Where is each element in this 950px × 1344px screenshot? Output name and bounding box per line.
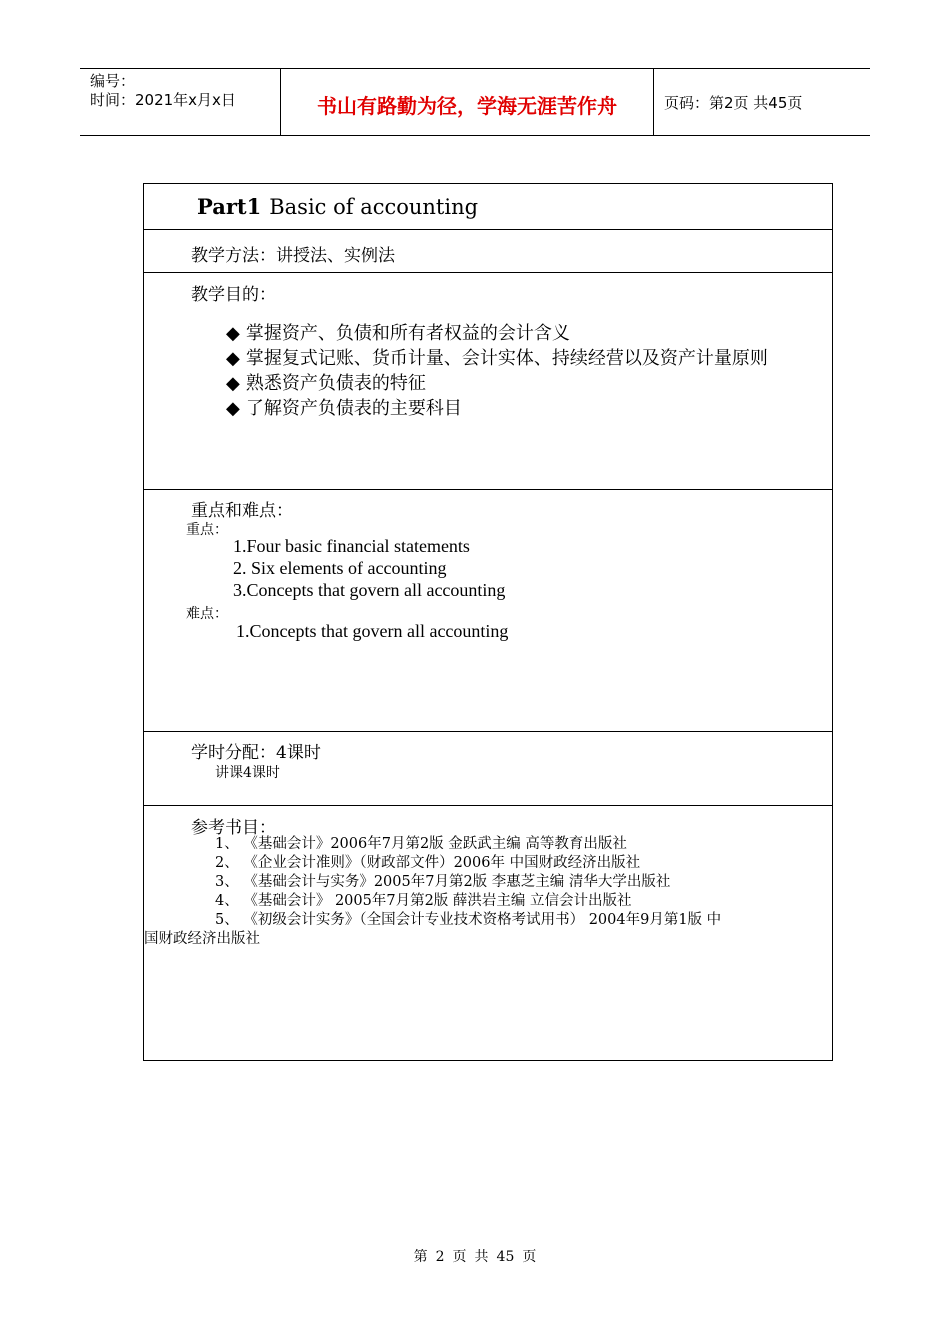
list-item [226, 371, 768, 396]
header-number-label: 编号： [90, 72, 136, 90]
page-header [80, 68, 870, 136]
list-item [226, 321, 768, 346]
part-number: Part1 [197, 194, 262, 219]
references-list [144, 835, 827, 949]
objective-text: 了解资产负债表的主要科目 [245, 398, 462, 419]
diamond-bullet-icon: ◆ [226, 373, 240, 394]
list-item: 3、 《基础会计与实务》2005年7月第2版 李惠芝主编 清华大学出版社 [215, 874, 671, 890]
list-item [144, 911, 827, 949]
key-item: 3.Concepts that govern all accounting [233, 580, 506, 600]
list-item: 4、 《基础会计》 2005年7月第2版 薛洪岩主编 立信会计出版社 [215, 893, 632, 909]
hours-row [144, 731, 832, 805]
hours-label: 学时分配：4课时 [191, 743, 321, 763]
objective-text: 掌握复式记账、货币计量、会计实体、持续经营以及资产计量原则 [245, 348, 768, 369]
header-date: 时间：2021年x月x日 [90, 91, 236, 109]
part-title [197, 194, 478, 219]
part-name: Basic of accounting [269, 195, 479, 219]
footer-ye2: 页 [522, 1249, 537, 1265]
objectives-row [144, 272, 832, 489]
list-item [226, 346, 768, 371]
header-motto: 书山有路勤为径，学海无涯苦作舟 [281, 69, 654, 135]
footer-page-number: 2 [435, 1249, 445, 1265]
objectives-label: 教学目的： [191, 285, 276, 305]
objective-text: 掌握资产、负债和所有者权益的会计含义 [245, 323, 570, 344]
header-meta [80, 69, 281, 135]
diamond-bullet-icon: ◆ [226, 323, 240, 344]
footer-ye: 页 [452, 1249, 467, 1265]
lesson-plan-table [143, 183, 833, 1061]
page-footer [0, 1246, 950, 1266]
header-page-info: 页码：第2页 共45页 [664, 93, 803, 112]
footer-total-pages: 45 [496, 1249, 515, 1265]
references-label: 参考书目： [191, 818, 276, 838]
teaching-method: 教学方法：讲授法、实例法 [191, 246, 395, 266]
difficult-item: 1.Concepts that govern all accounting [236, 621, 509, 641]
list-item [226, 396, 768, 421]
objectives-list [226, 321, 768, 421]
diamond-bullet-icon: ◆ [226, 398, 240, 419]
key-points-row [144, 489, 832, 731]
objective-text: 熟悉资产负债表的特征 [245, 373, 426, 394]
part-title-row [144, 184, 832, 229]
references-row [144, 805, 832, 1060]
teaching-method-row [144, 229, 832, 272]
list-item: 1、 《基础会计》2006年7月第2版 金跃武主编 高等教育出版社 [215, 836, 627, 852]
reference-5-line2: 国财政经济出版社 [144, 931, 260, 947]
list-item: 2、 《企业会计准则》（财政部文件）2006年 中国财政经济出版社 [215, 855, 641, 871]
key-item: 2. Six elements of accounting [233, 558, 447, 578]
reference-5-line1: 5、 《初级会计实务》（全国会计专业技术资格考试用书） 2004年9月第1版 中 [215, 912, 722, 928]
key-item: 1.Four basic financial statements [233, 536, 470, 556]
footer-gong: 共 [474, 1249, 489, 1265]
diamond-bullet-icon: ◆ [226, 348, 240, 369]
hours-detail: 讲课4课时 [215, 765, 280, 781]
key-label: 重点： [186, 522, 228, 538]
footer-di: 第 [413, 1249, 428, 1265]
difficult-label: 难点： [186, 606, 228, 622]
key-points-label: 重点和难点： [191, 501, 293, 521]
